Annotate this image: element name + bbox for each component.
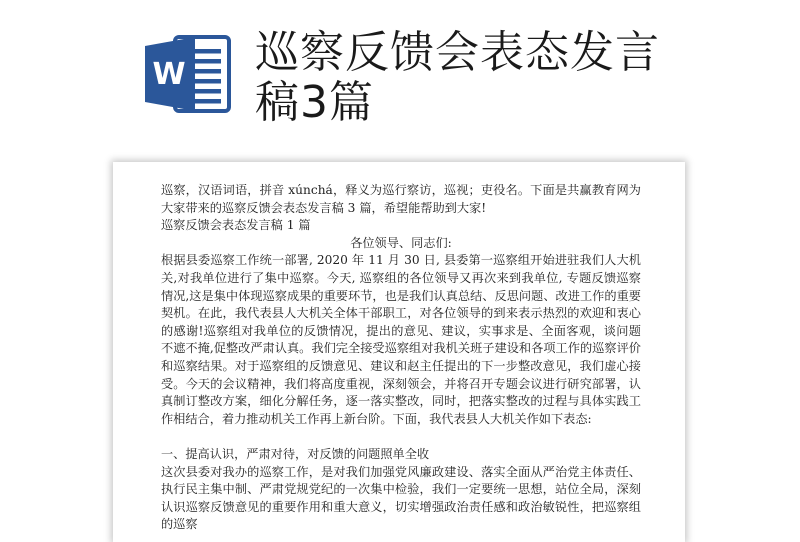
- document-page: [113, 162, 685, 542]
- salutation: 各位领导、同志们:: [350, 235, 452, 250]
- word-document-icon: [145, 32, 233, 116]
- word-icon-letter: W: [152, 57, 186, 92]
- section-heading-1: 一、提高认识，严肃对待，对反馈的问题照单全收: [161, 446, 430, 461]
- section-body-1: 这次县委对我办的巡察工作，是对我们加强党风廉政建设、落实全面从严治党主体责任、执行民主集中制、严肃党规党纪的一次集中检验，我们一定要统一思想，站位全局，深刻认识巡察反馈意见的重要作用和重大意义，切实增强政治责任感和政治敏锐性，把巡察组的巡察: [161, 464, 641, 532]
- document-title: 巡察反馈会表态发言稿3篇: [255, 27, 660, 128]
- document-content: [161, 182, 641, 534]
- body-paragraph-1: 根据县委巡察工作统一部署, 2020 年 11 月 30 日, 县委第一巡察组开始进驻我们人大机关,对我单位进行了集中巡察。今天, 巡察组的各位领导又再次来到我单位, 专题反馈巡察情况,这是集中体现巡察成果的重要环节，也是我们认真总结、反思问题、改进工作的重要契机。在此，我代表县人大机关全体干部职工，对各位领导的到来表示热烈的欢迎和衷心的感谢!巡察组对我单位的反馈情况，提出的意见、建议，实事求是、全面客观，谈问题不遮不掩,促整改严肃认真。我们完全接受巡察组对我机关班子建设和各项工作的巡察评价和巡察结果。对于巡察组的反馈意见、建议和赵主任提出的下一步整改意见，我们虚心接受。今天的会议精神，我们将高度重视，深刻领会，并将召开专题会议进行研究部署，认真制订整改方案，细化分解任务，逐一落实整改，同时，把落实整改的过程与具体实践工作相结合，着力推动机关工作再上新台阶。下面，我代表县人大机关作如下表态:: [161, 253, 641, 426]
- intro-paragraph: 巡察，汉语词语，拼音 xúnchá，释义为巡行察访，巡视；吏役名。下面是共赢教育网为大家带来的巡察反馈会表态发言稿 3 篇，希望能帮助到大家!: [161, 183, 641, 215]
- subtitle: 巡察反馈会表态发言稿 1 篇: [161, 218, 311, 233]
